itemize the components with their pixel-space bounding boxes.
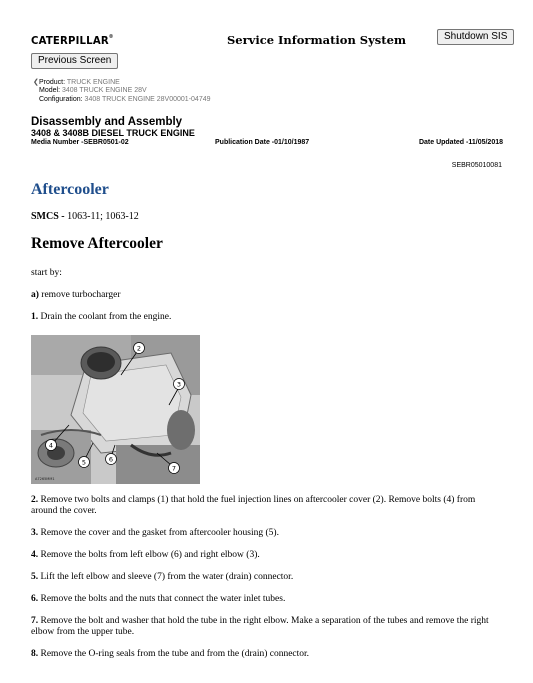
previous-screen-button[interactable]: Previous Screen — [31, 53, 118, 69]
date-updated: Date Updated -11/05/2018 — [418, 139, 503, 146]
reference-number: SEBR05010081 — [451, 162, 502, 169]
document-engine: 3408 & 3408B DIESEL TRUCK ENGINE — [31, 128, 195, 138]
callout-3: 3 — [176, 380, 182, 389]
section-title: Remove Aftercooler — [31, 235, 163, 252]
configuration-row: Configuration: 3408 TRUCK ENGINE 28V00001-04749 — [39, 95, 211, 103]
aftercooler-illustration — [31, 335, 200, 484]
step-3: 3. Remove the cover and the gasket from aftercooler housing (5). — [31, 528, 279, 538]
main-content — [31, 180, 501, 323]
step-1: 1. Drain the coolant from the engine. — [31, 312, 172, 322]
media-number: Media Number -SEBR0501-02 — [31, 139, 129, 146]
document-meta — [31, 139, 503, 149]
page-title: Aftercooler — [31, 181, 109, 198]
callout-5: 5 — [81, 458, 87, 467]
engine-photo — [31, 335, 200, 484]
step-7: 7. Remove the bolt and washer that hold the tube in the right elbow. Make a separation of the tubes and remove the right elbow from the upper tube. — [31, 616, 489, 637]
step-list — [31, 495, 501, 671]
start-by-text: start by: — [31, 268, 62, 278]
step-2: 2. Remove two bolts and clamps (1) that hold the fuel injection lines on aftercooler cover (2). Remove bolts (4) from around the cover. — [31, 495, 476, 516]
prerequisite-step: a) remove turbocharger — [31, 290, 121, 300]
smcs-codes: SMCS - 1063-11; 1063-12 — [31, 211, 139, 222]
figure-code: A7265MM1 — [35, 477, 55, 481]
document-header — [31, 116, 503, 149]
step-5: 5. Lift the left elbow and sleeve (7) from the water (drain) connector. — [31, 572, 294, 582]
callout-6: 6 — [108, 455, 114, 464]
step-8: 8. Remove the O-ring seals from the tube and from the (drain) connector. — [31, 649, 310, 659]
header — [0, 0, 533, 66]
publication-date: Publication Date -01/10/1987 — [215, 139, 310, 146]
step-4: 4. Remove the bolts from left elbow (6) and right elbow (3). — [31, 550, 260, 560]
callout-4: 4 — [48, 441, 54, 450]
product-row: ❮Product: TRUCK ENGINE — [33, 79, 120, 86]
product-info — [33, 79, 211, 104]
shutdown-sis-button[interactable]: Shutdown SIS — [437, 29, 514, 45]
model-row: Model: 3408 TRUCK ENGINE 28V — [39, 87, 147, 95]
step-6: 6. Remove the bolts and the nuts that connect the water inlet tubes. — [31, 594, 286, 604]
caterpillar-logo: CATERPILLAR® — [31, 34, 114, 47]
callout-2: 2 — [136, 344, 142, 353]
document-type: Disassembly and Assembly — [31, 116, 183, 128]
back-chevron-icon[interactable]: ❮ — [33, 79, 39, 86]
callout-7: 7 — [171, 464, 177, 473]
system-title: Service Information System — [227, 33, 407, 47]
